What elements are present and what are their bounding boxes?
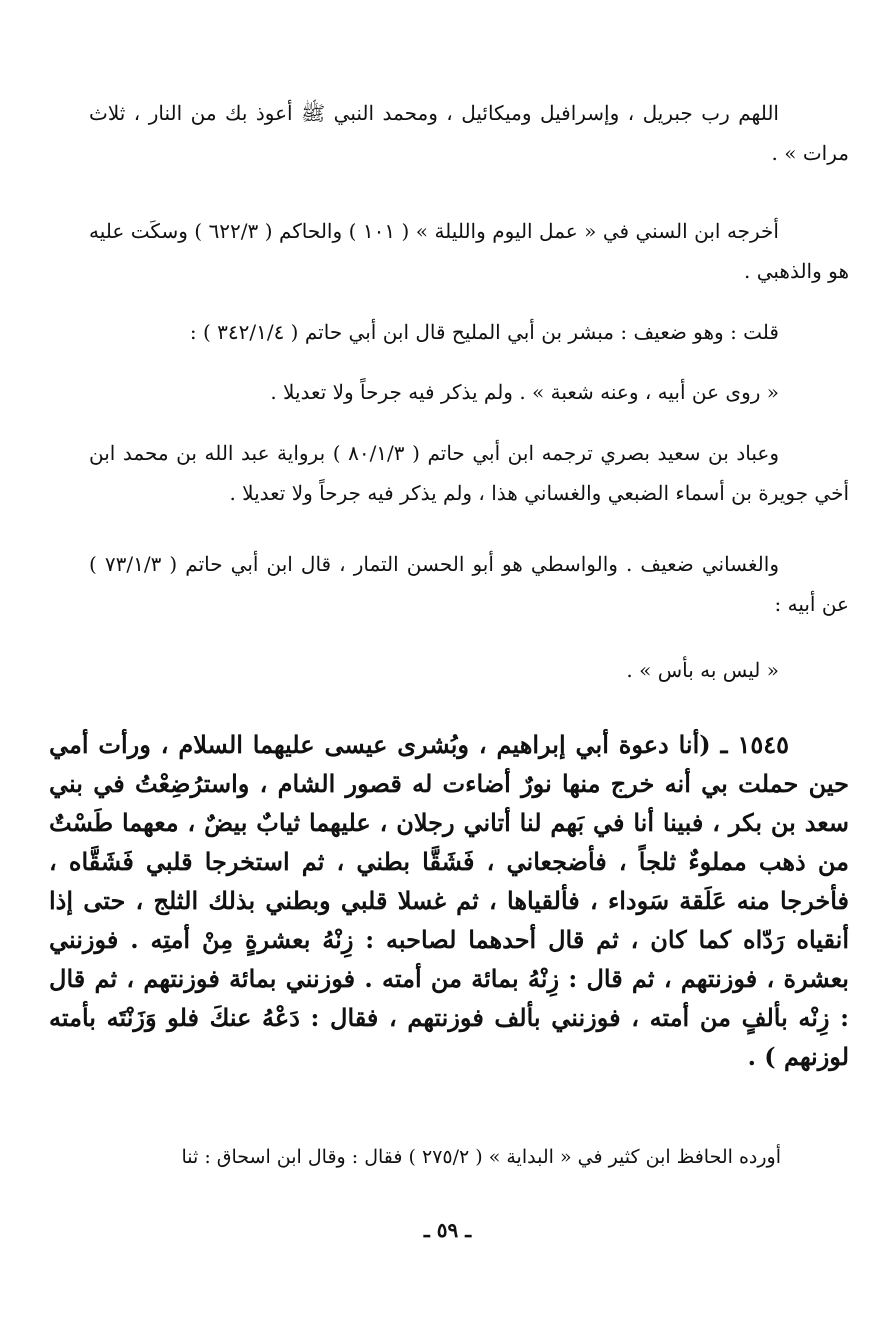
paragraph-quote-narrator: « روى عن أبيه ، وعنه شعبة » . ولم يذكر فيه جرحاً ولا تعديلا . <box>270 380 779 404</box>
paragraph-quote-laysa: « ليس به بأس » . <box>626 658 779 682</box>
paragraph-abbad: وعباد بن سعيد بصري ترجمه ابن أبي حاتم ( ٨٠/١/٣ ) برواية عبد الله بن محمد ابن أخي جويرة بن أسماء الضبعي والغساني هذا ، ولم يذكر فيه جرحاً ولا تعديلا . <box>89 441 849 505</box>
hadith-text-1545: ١٥٤٥ ـ (أنا دعوة أبي إبراهيم ، وبُشرى عيسى عليهما السلام ، ورأت أمي حين حملت بي أنه خرج منها نورٌ أضاءت له قصور الشام ، واسترُضِعْتُ في بني سعد بن بكر ، فبينا أنا في بَهم لنا أتاني رجلان ، عليهما ثيابٌ بيضٌ ، معهما طَسْتٌ من ذهب مملوءٌ ثلجاً ، فأضجعاني ، فَشَقَّا بطني ، ثم استخرجا قلبي فَشَقَّاه ، فأخرجا منه عَلَقة سَوداء ، فألقياها ، ثم غسلا قلبي وبطني بذلك الثلج ، حتى إذا أنقياه رَدّاه كما كان ، ثم قال أحدهما لصاحبه : زِنْهُ بعشرةٍ مِنْ أمتِه . فوزنني بعشرة ، فوزنتهم ، ثم قال : زِنْهُ بمائة من أمته . فوزنني بمائة فوزنتهم ، ثم قال : زِنْه بألفٍ من أمته ، فوزنني بألف فوزنتهم ، فقال : دَعْهُ عنكَ فلو وَزَنْتَه بأمته لوزنهم ) . <box>49 730 849 1071</box>
paragraph-qultu: قلت : وهو ضعيف : مبشر بن أبي المليح قال ابن أبي حاتم ( ٣٤٢/١/٤ ) : <box>189 320 779 344</box>
page-number: ـ ٥٩ ـ <box>423 1218 472 1242</box>
paragraph-prayer-end: اللهم رب جبريل ، وإسرافيل وميكائيل ، ومحمد النبي ﷺ أعوذ بك من النار ، ثلاث مرات » . <box>89 101 849 165</box>
paragraph-ghassani: والغساني ضعيف . والواسطي هو أبو الحسن التمار ، قال ابن أبي حاتم ( ٧٣/١/٣ ) عن أبيه : <box>89 552 849 616</box>
paragraph-takhrij: أخرجه ابن السني في « عمل اليوم والليلة » ( ١٠١ ) والحاكم ( ٦٢٢/٣ ) وسكَت عليه هو والذهبي . <box>89 219 849 283</box>
paragraph-source-reference: أورده الحافظ ابن كثير في « البداية » ( ٢٧٥/٢ ) فقال : وقال ابن اسحاق : ثنا <box>181 1146 781 1168</box>
